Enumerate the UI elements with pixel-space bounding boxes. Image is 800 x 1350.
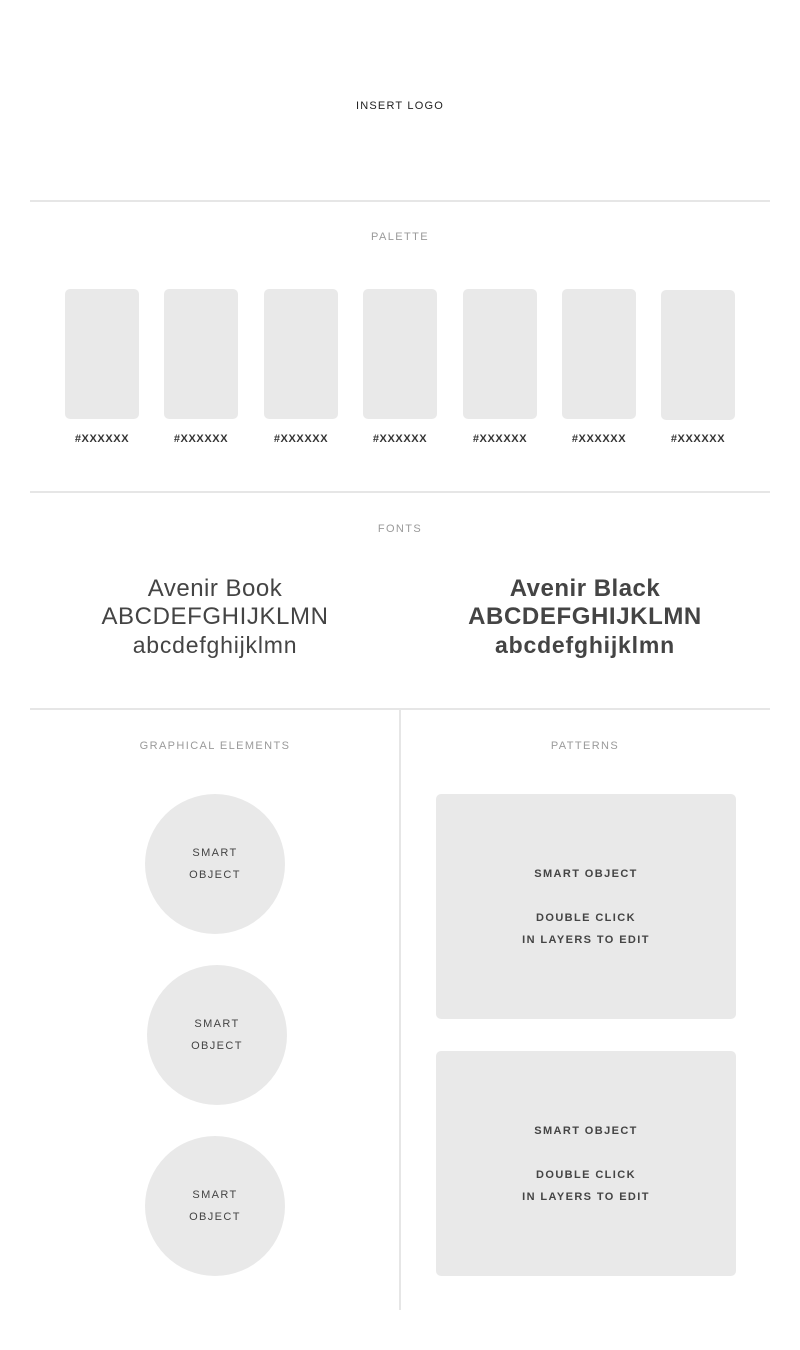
palette-hex-7: #XXXXXX	[670, 433, 726, 445]
palette-swatch-2[interactable]	[164, 289, 238, 419]
pattern-instruction-line2: IN LAYERS TO EDIT	[522, 1190, 650, 1203]
palette-swatch-1[interactable]	[65, 289, 139, 419]
palette-hex-3: #XXXXXX	[273, 433, 329, 445]
graphical-element-1[interactable]	[145, 794, 285, 934]
palette-swatch-6[interactable]	[562, 289, 636, 419]
font-book-uppercase: ABCDEFGHIJKLMN	[101, 603, 329, 630]
pattern-instruction-line1: DOUBLE CLICK	[536, 911, 636, 924]
palette-swatch-5[interactable]	[463, 289, 537, 419]
font-sample-black	[400, 575, 770, 659]
pattern-1[interactable]	[436, 794, 736, 1019]
section-divider	[30, 200, 770, 202]
pattern-instruction-line1: DOUBLE CLICK	[536, 1168, 636, 1181]
patterns-heading: PATTERNS	[550, 740, 620, 752]
palette-hex-5: #XXXXXX	[472, 433, 528, 445]
graphical-element-line1: SMART	[192, 847, 238, 859]
column-divider	[399, 710, 401, 1310]
palette-swatch-3[interactable]	[264, 289, 338, 419]
font-book-name: Avenir Book	[147, 575, 283, 602]
graphical-element-line1: SMART	[192, 1189, 238, 1201]
graphical-element-2[interactable]	[147, 965, 287, 1105]
logo-placeholder: INSERT LOGO	[356, 100, 444, 112]
font-book-lowercase: abcdefghijklmn	[132, 632, 298, 658]
graphical-element-line2: OBJECT	[191, 1040, 243, 1052]
palette-hex-1: #XXXXXX	[74, 433, 130, 445]
font-sample-book	[30, 575, 400, 659]
graphical-element-3[interactable]	[145, 1136, 285, 1276]
palette-hex-2: #XXXXXX	[173, 433, 229, 445]
graphical-element-line1: SMART	[194, 1018, 240, 1030]
palette-swatch-4[interactable]	[363, 289, 437, 419]
palette-swatch-7[interactable]	[661, 290, 735, 420]
graphical-element-line2: OBJECT	[189, 1211, 241, 1223]
pattern-instruction-line2: IN LAYERS TO EDIT	[522, 933, 650, 946]
font-black-lowercase: abcdefghijklmn	[495, 632, 675, 658]
pattern-title: SMART OBJECT	[534, 1124, 638, 1137]
graphical-element-line2: OBJECT	[189, 869, 241, 881]
font-black-name: Avenir Black	[509, 575, 661, 602]
fonts-heading: FONTS	[377, 523, 423, 535]
section-divider	[30, 491, 770, 493]
graphical-element-label	[191, 1013, 243, 1057]
graphical-elements-heading: GRAPHICAL ELEMENTS	[139, 740, 291, 752]
palette-hex-6: #XXXXXX	[571, 433, 627, 445]
pattern-2[interactable]	[436, 1051, 736, 1276]
palette-heading: PALETTE	[371, 231, 429, 243]
palette-hex-4: #XXXXXX	[372, 433, 428, 445]
font-black-uppercase: ABCDEFGHIJKLMN	[468, 603, 702, 630]
pattern-title: SMART OBJECT	[534, 867, 638, 880]
graphical-element-label	[189, 1184, 241, 1228]
graphical-element-label	[189, 842, 241, 886]
